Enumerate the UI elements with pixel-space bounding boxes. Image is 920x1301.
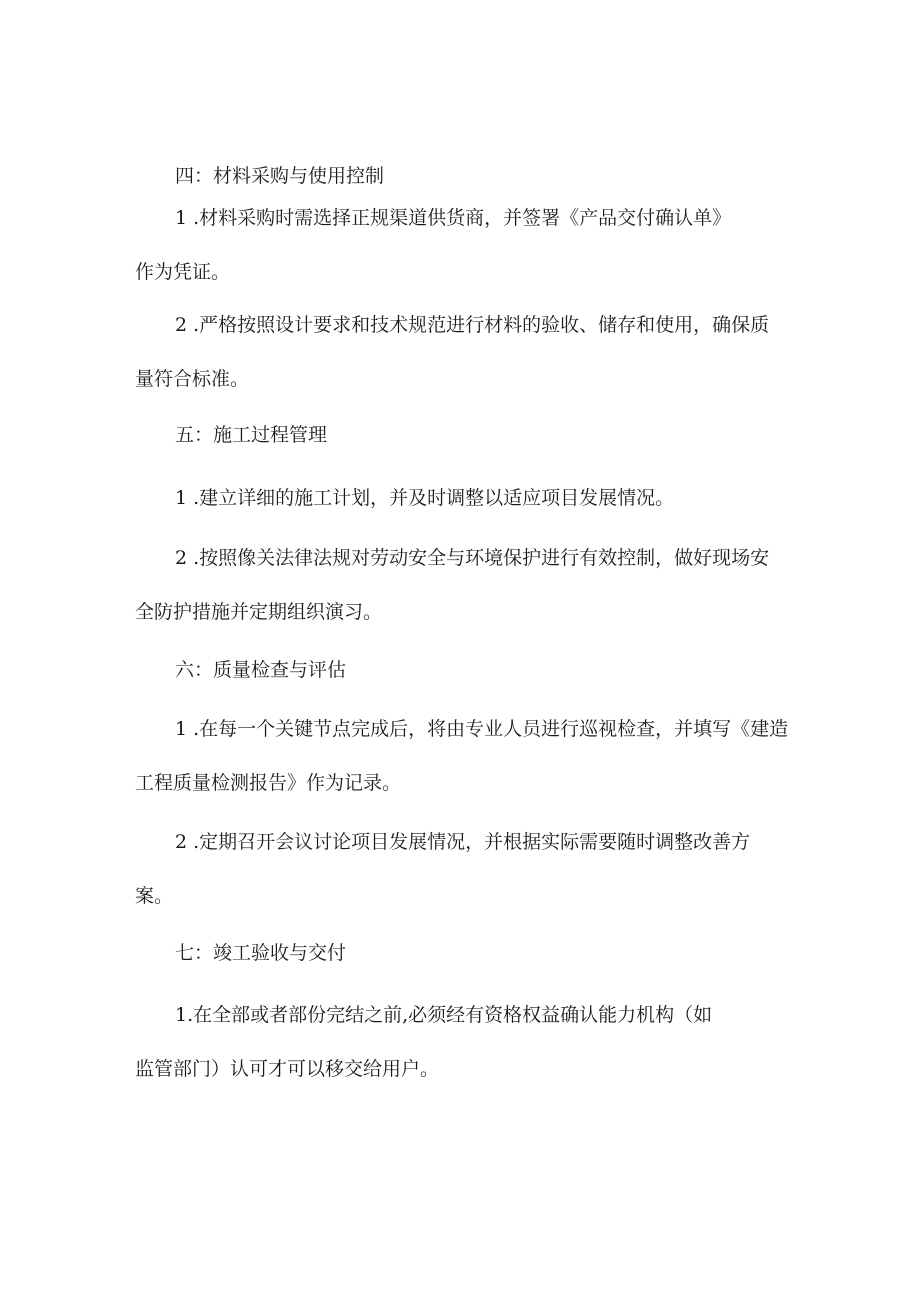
item-first-line — [135, 1003, 795, 1027]
list-item-5-1 — [135, 486, 795, 510]
item-number: 1 — [175, 718, 188, 740]
item-first-line — [135, 717, 795, 741]
item-number: 1 — [175, 207, 188, 229]
item-continuation: 监管部门）认可才可以移交给用户。 — [135, 1058, 440, 1080]
item-continuation: 全防护措施并定期组织演习。 — [135, 601, 383, 623]
list-item-7-1 — [135, 1003, 795, 1081]
item-number: 1 — [175, 487, 188, 509]
item-first-line — [135, 830, 795, 854]
item-text: .在每一个关键节点完成后，将由专业人员进行巡视检查，并填写《建造 — [187, 718, 789, 740]
item-text: .材料采购时需选择正规渠道供货商，并签署《产品交付确认单》 — [187, 207, 732, 229]
section-heading-4: 四：材料采购与使用控制 — [175, 165, 385, 187]
item-first-line — [135, 206, 795, 230]
item-first-line — [135, 546, 795, 570]
item-first-line — [135, 313, 795, 337]
list-item-6-2 — [135, 830, 795, 908]
item-number: 1 — [175, 1004, 188, 1026]
item-text: .按照像关法律法规对劳动安全与环境保护进行有效控制，做好现场安 — [187, 547, 770, 569]
list-item-4-2 — [135, 313, 795, 391]
item-continuation: 作为凭证。 — [135, 261, 231, 283]
item-number: 2 — [175, 547, 188, 569]
list-item-4-1 — [135, 206, 795, 284]
item-continuation: 工程质量检测报告》作为记录。 — [135, 772, 402, 794]
list-item-5-2 — [135, 546, 795, 624]
item-text: .定期召开会议讨论项目发展情况，并根据实际需要随时调整改善方 — [187, 831, 751, 853]
item-text: .建立详细的施工计划，并及时调整以适应项目发展情况。 — [187, 487, 675, 509]
item-number: 2 — [175, 314, 188, 336]
list-item-6-1 — [135, 717, 795, 795]
item-continuation: 案。 — [135, 885, 174, 907]
item-continuation: 量符合标准。 — [135, 368, 250, 390]
section-heading-5: 五：施工过程管理 — [175, 424, 328, 446]
item-text: .严格按照设计要求和技术规范进行材料的验收、储存和使用，确保质 — [187, 314, 770, 336]
item-text: .在全部或者部份完结之前,必须经有资格权益确认能力机构（如 — [187, 1004, 713, 1026]
item-first-line — [135, 486, 795, 510]
item-number: 2 — [175, 831, 188, 853]
section-heading-6: 六：质量检查与评估 — [175, 659, 347, 681]
section-heading-7: 七：竣工验收与交付 — [175, 942, 347, 964]
